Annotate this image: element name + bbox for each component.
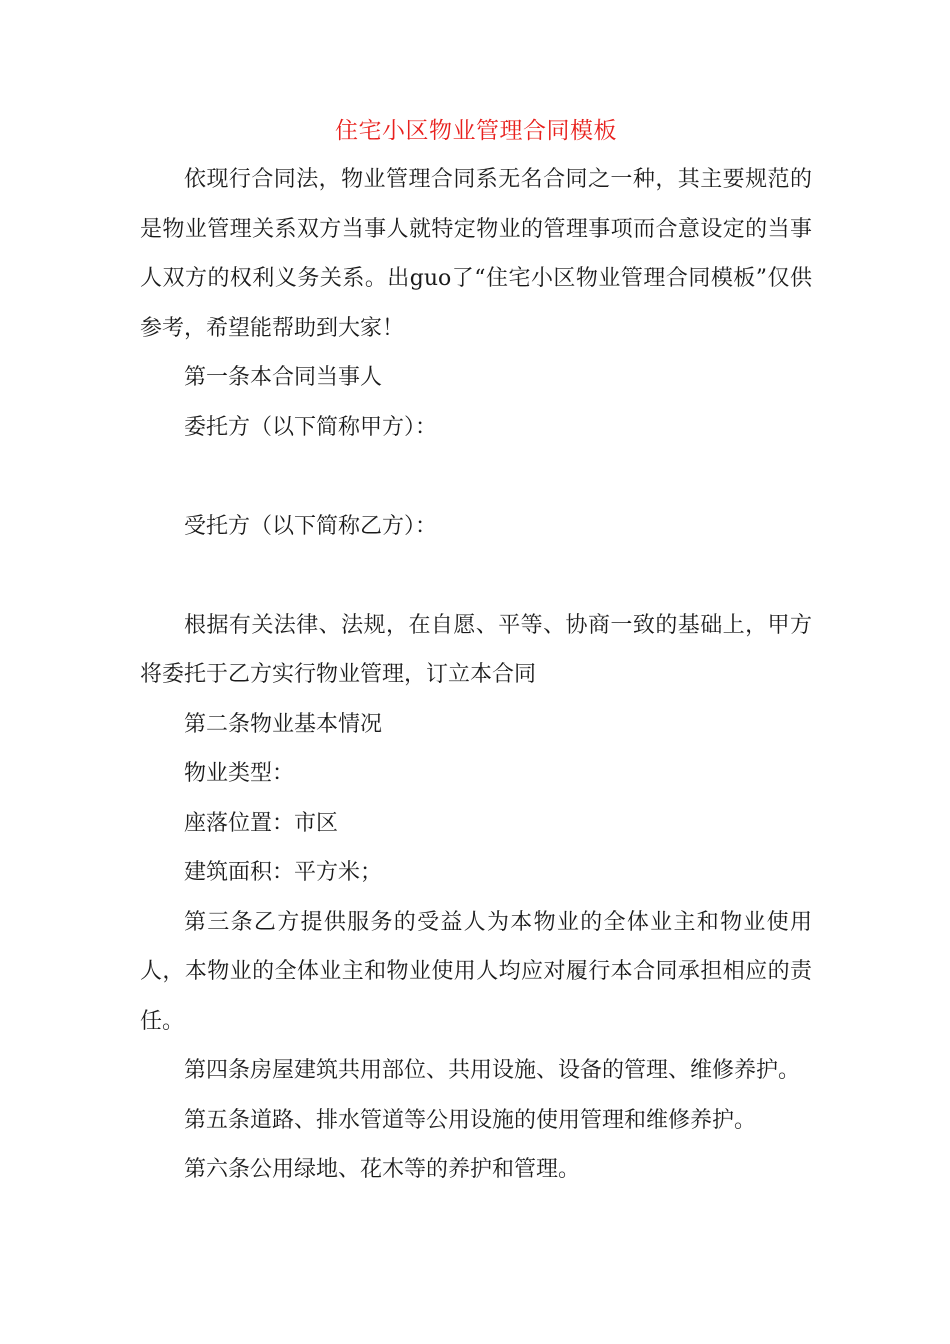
- party-a-line: 委托方（以下简称甲方）：: [184, 414, 438, 440]
- party-b-blank: [140, 551, 812, 601]
- article-1-heading: 第一条本合同当事人: [184, 365, 383, 390]
- floor-area-line: 建筑面积：平方米；: [184, 860, 383, 885]
- document-body: [140, 107, 812, 1195]
- party-a-blank: [140, 452, 812, 502]
- article-6-paragraph: 第六条公用绿地、花木等的养护和管理。: [184, 1157, 581, 1182]
- location-line: 座落位置：市区: [184, 810, 339, 836]
- agreement-paragraph: 根据有关法律、法规，在自愿、平等、协商一致的基础上，甲方将委托于乙方实行物业管理，订立本合同: [140, 612, 812, 687]
- article-5-paragraph: 第五条道路、排水管道等公用设施的使用管理和维修养护。: [184, 1107, 757, 1133]
- article-4-paragraph: 第四条房屋建筑共用部位、共用设施、设备的管理、维修养护。: [184, 1058, 801, 1083]
- article-2-heading: 第二条物业基本情况: [184, 711, 383, 737]
- document-title: 住宅小区物业管理合同模板: [335, 118, 617, 144]
- property-type-line: 物业类型：: [184, 761, 295, 786]
- intro-paragraph: 依现行合同法，物业管理合同系无名合同之一种，其主要规范的是物业管理关系双方当事人就特定物业的管理事项而合意设定的当事人双方的权利义务关系。出guo了“住宅小区物业管理合同模板”仅供参考，希望能帮助到大家！: [140, 167, 812, 341]
- article-3-paragraph: 第三条乙方提供服务的受益人为本物业的全体业主和物业使用人，本物业的全体业主和物业使用人均应对履行本合同承担相应的责任。: [140, 909, 812, 1034]
- party-b-line: 受托方（以下简称乙方）：: [184, 513, 438, 539]
